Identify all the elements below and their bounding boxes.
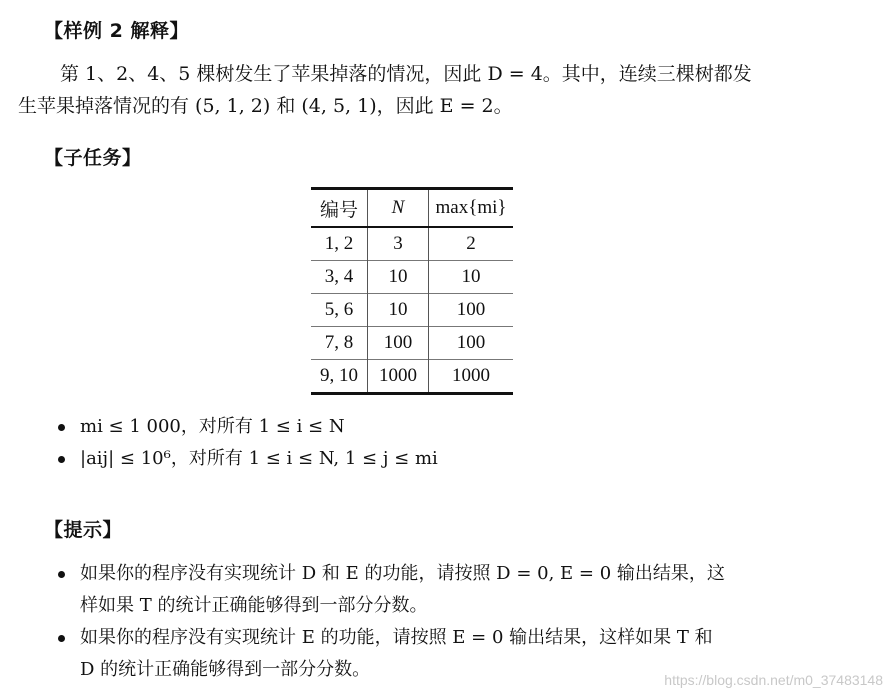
table-row (311, 261, 513, 294)
constraint-item: mi ≤ 1 000，对所有 1 ≤ i ≤ N (56, 411, 438, 443)
subtasks-table-container (311, 187, 513, 395)
cell-n: 3 (368, 227, 429, 261)
table-row (311, 294, 513, 327)
hints-list (56, 558, 725, 686)
hint-item-line-2: 样如果 T 的统计正确能够得到一部分分数。 (80, 595, 428, 616)
cell-n: 10 (368, 294, 429, 327)
hint-item-line-2: D 的统计正确能够得到一部分分数。 (80, 659, 371, 680)
cell-id: 7, 8 (311, 327, 368, 360)
constraints-list (56, 411, 438, 475)
cell-max-m: 2 (466, 233, 476, 254)
watermark-url: https://blog.csdn.net/m0_37483148 (664, 672, 883, 688)
cell-id: 5, 6 (311, 294, 368, 327)
cell-n: 10 (368, 261, 429, 294)
hint-item (56, 558, 725, 622)
sample-explanation-paragraph (18, 58, 818, 122)
cell-n: 1000 (368, 360, 429, 394)
table-row (311, 327, 513, 360)
sample-explanation-line-2: 生苹果掉落情况的有 (5, 1, 2) 和 (4, 5, 1)，因此 E = 2。 (18, 95, 513, 117)
cell-max-m: 100 (429, 294, 514, 327)
cell-n: 100 (368, 327, 429, 360)
table-header-row (311, 189, 513, 228)
sample-explanation-title: 【样例 2 解释】 (44, 20, 189, 42)
hint-item-line-1: 如果你的程序没有实现统计 E 的功能，请按照 E = 0 输出结果，这样如果 T 和 (80, 627, 713, 648)
cell-id: 3, 4 (311, 261, 368, 294)
header-max-m: max{mi} (429, 189, 514, 228)
header-id: 编号 (311, 189, 368, 228)
subtasks-table (311, 187, 513, 395)
table-row (311, 360, 513, 394)
cell-max-m: 100 (429, 327, 514, 360)
cell-id: 1, 2 (311, 227, 368, 261)
cell-max-m: 1000 (429, 360, 514, 394)
constraint-item: |aij| ≤ 10⁶，对所有 1 ≤ i ≤ N, 1 ≤ j ≤ mi (56, 443, 438, 475)
hint-item (56, 622, 725, 686)
cell-max-m: 10 (429, 261, 514, 294)
header-n: N (368, 189, 429, 228)
cell-id: 9, 10 (311, 360, 368, 394)
sample-explanation-line-1: 第 1、2、4、5 棵树发生了苹果掉落的情况，因此 D = 4。其中，连续三棵树都发 (60, 63, 752, 85)
table-row (311, 227, 513, 261)
hints-title: 【提示】 (44, 519, 123, 541)
hint-item-line-1: 如果你的程序没有实现统计 D 和 E 的功能，请按照 D = 0, E = 0 输出结果，这 (80, 563, 725, 584)
subtasks-title: 【子任务】 (44, 147, 142, 169)
